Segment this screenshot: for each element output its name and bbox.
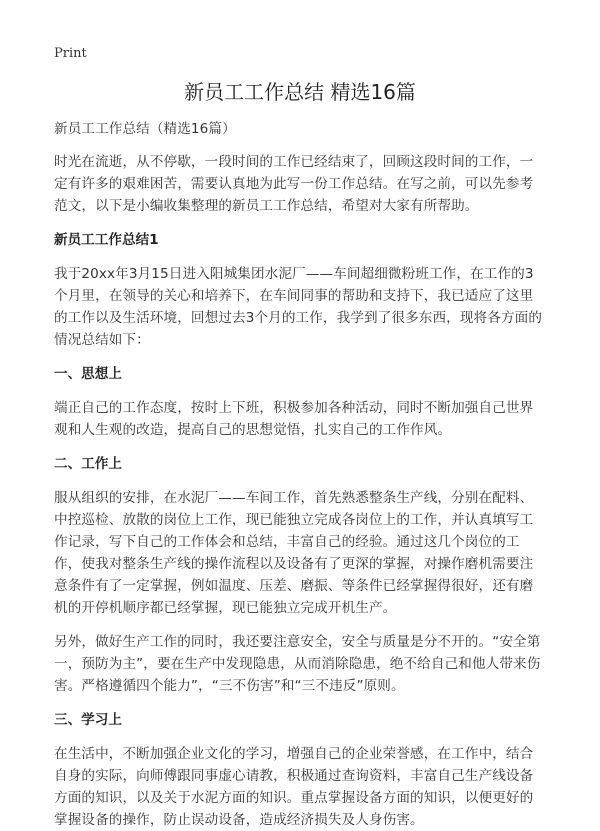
document-title: 新员工工作总结 精选16篇 xyxy=(184,80,416,104)
heading-study: 三、学习上 xyxy=(54,712,122,728)
paragraph-safety: 另外，做好生产工作的同时，我还要注意安全，安全与质量是分不开的。“安全第一，预防为主”，要在生产中发现隐患，从而消除隐患，绝不给自己和他人带来伤害。严格遵循四个能力”，“三不伤害”和“三不违反”原则。 xyxy=(54,634,541,694)
paragraph-work: 服从组织的安排，在水泥厂——车间工作，首先熟悉整条生产线，分别在配料、中控巡检、放散的岗位上工作，现已能独立完成各岗位上的工作，并认真填写工作记录，写下自己的工作体会和总结，丰富自己的经验。通过这几个岗位的工作，使我对整条生产线的操作流程以及设备有了更深的掌握，对操作磨机需要注意条件有了一定掌握，例如温度、压差、磨振、等条件已经掌握得很好，还有磨机的开停机顺序都已经掌握，现已能独立完成开机生产。 xyxy=(54,490,534,616)
section-intro-paragraph: 我于20xx年3月15日进入阳城集团水泥厂——车间超细微粉班工作，在工作的3个月里，在领导的关心和培养下，在车间同事的帮助和支持下，我已适应了这里的工作以及生活环境，回想过去3个月的工作，我学到了很多东西，现将各方面的情况总结如下： xyxy=(54,266,543,348)
heading-work: 二、工作上 xyxy=(54,456,122,472)
heading-thought: 一、思想上 xyxy=(54,366,122,382)
document-subtitle: 新员工工作总结（精选16篇） xyxy=(54,121,236,137)
paragraph-study: 在生活中，不断加强企业文化的学习，增强自己的企业荣誉感，在工作中，结合自身的实际，向师傅跟同事虚心请教，积极通过查询资料，丰富自己生产线设备方面的知识，以及关于水泥方面的知识。重点掌握设备方面的知识，以便更好的掌握设备的操作，防止误动设备，造成经济损失及人身伤害。 xyxy=(54,746,534,828)
section-title: 新员工工作总结1 xyxy=(54,232,159,248)
intro-paragraph: 时光在流逝，从不停歇，一段时间的工作已经结束了，回顾这段时间的工作，一定有许多的艰难困苦，需要认真地为此写一份工作总结。在写之前，可以先参考范文，以下是小编收集整理的新员工工作总结，希望对大家有所帮助。 xyxy=(54,154,534,214)
print-link[interactable]: Print xyxy=(54,46,87,61)
paragraph-thought: 端正自己的工作态度，按时上下班，积极参加各种活动，同时不断加强自己世界观和人生观的改造，提高自己的思想觉悟，扎实自己的工作作风。 xyxy=(54,400,534,438)
document-body xyxy=(54,118,546,831)
